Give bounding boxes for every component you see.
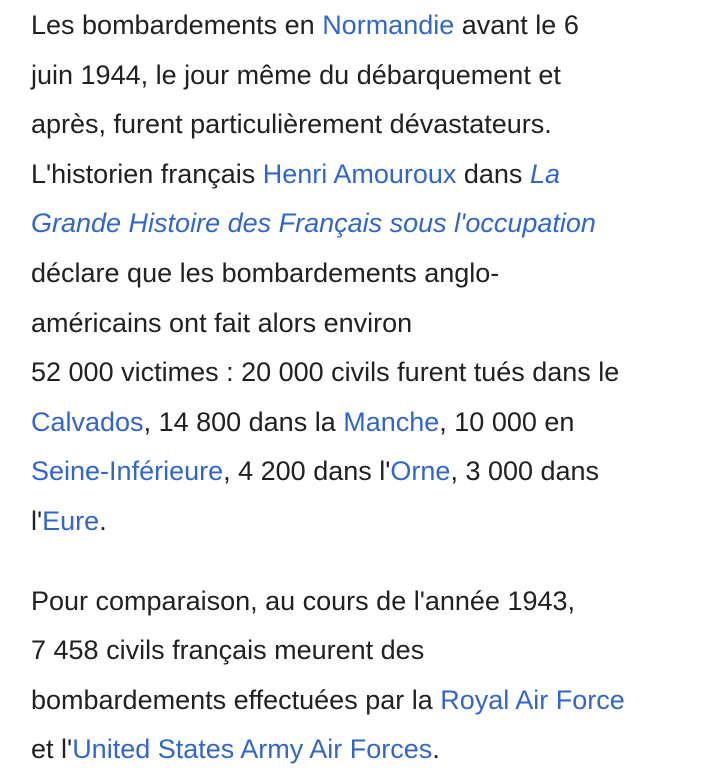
text-segment: l' xyxy=(31,505,43,536)
text-segment: . xyxy=(99,505,107,536)
link-normandie[interactable]: Normandie xyxy=(322,10,455,40)
text-segment: , 3 000 dans xyxy=(450,456,600,487)
text-segment: américains ont fait alors environ xyxy=(31,307,413,338)
text-segment: Les bombardements en xyxy=(31,10,323,40)
link-book-title-part1[interactable]: La xyxy=(529,158,560,189)
text-segment: , 10 000 en xyxy=(439,406,575,437)
article-body xyxy=(31,0,711,775)
text-segment: L'historien français xyxy=(31,158,263,189)
link-henri-amouroux[interactable]: Henri Amouroux xyxy=(262,158,457,189)
link-orne[interactable]: Orne xyxy=(390,456,451,487)
text-segment: dans xyxy=(456,158,530,189)
text-segment: Pour comparaison, au cours de l'année 1943, xyxy=(31,585,576,616)
paragraph-comparison xyxy=(31,577,711,775)
paragraph-bombings xyxy=(31,1,711,547)
link-eure[interactable]: Eure xyxy=(42,505,100,536)
text-segment: après, furent particulièrement dévastateurs. xyxy=(31,109,552,140)
text-segment: , 4 200 dans l' xyxy=(223,456,391,487)
text-segment: 7 458 civils français meurent des xyxy=(31,635,425,666)
text-segment: , 14 800 dans la xyxy=(143,406,344,437)
link-book-title-part2[interactable]: Grande Histoire des Français sous l'occupation xyxy=(31,208,596,239)
link-seine-inferieure[interactable]: Seine-Inférieure xyxy=(31,456,224,487)
text-segment: juin 1944, le jour même du débarquement et xyxy=(31,59,561,90)
text-segment: . xyxy=(432,734,440,765)
text-segment: 52 000 victimes : 20 000 civils furent tués dans le xyxy=(31,357,620,388)
text-segment: bombardements effectuées par la xyxy=(31,684,441,715)
text-segment: et l' xyxy=(31,734,73,765)
text-segment: avant le 6 xyxy=(454,10,579,40)
link-royal-air-force[interactable]: Royal Air Force xyxy=(440,684,625,715)
text-segment: déclare que les bombardements anglo- xyxy=(31,257,500,288)
link-usaaf[interactable]: United States Army Air Forces xyxy=(72,734,433,765)
link-calvados[interactable]: Calvados xyxy=(31,406,144,437)
link-manche[interactable]: Manche xyxy=(343,406,440,437)
